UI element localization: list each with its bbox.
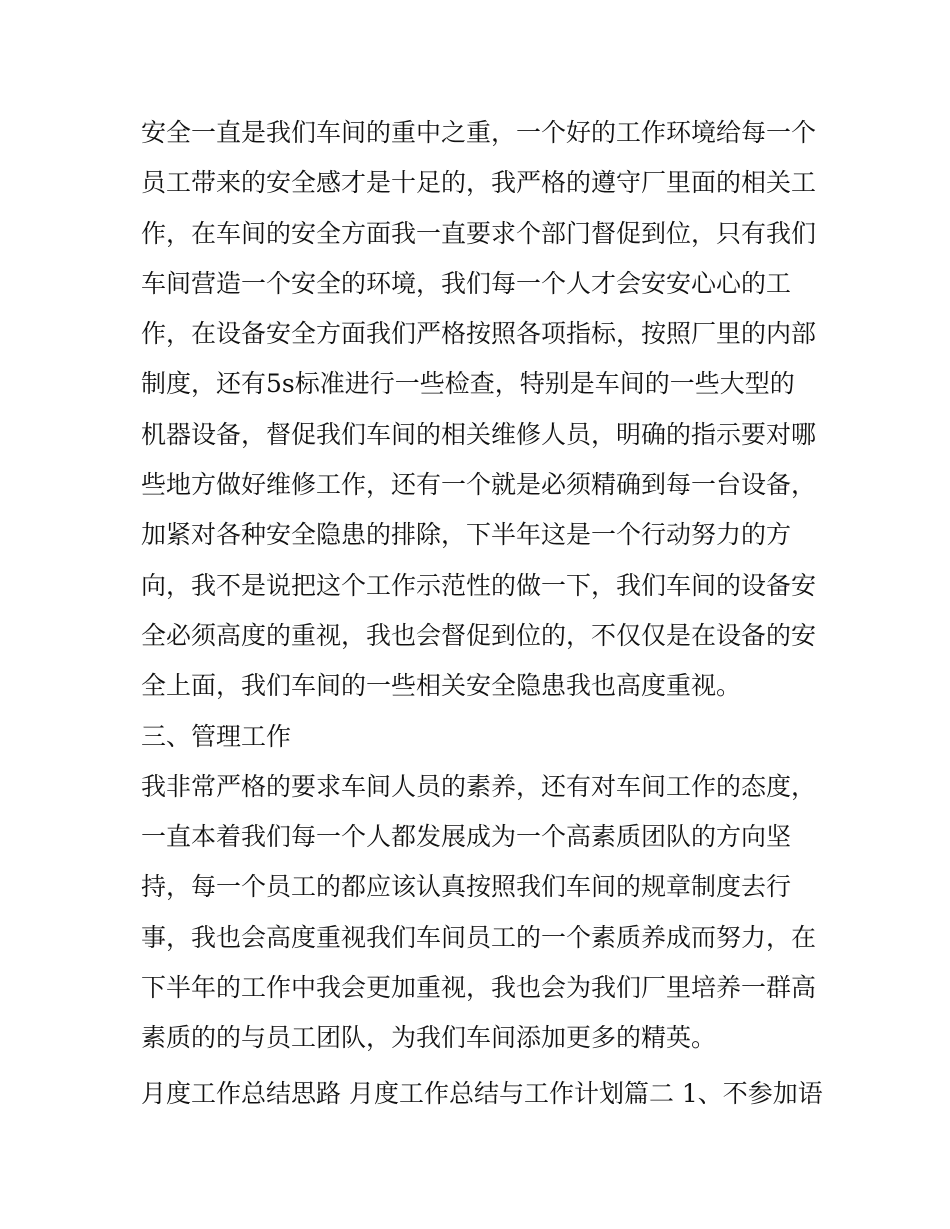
text-line: 车间营造一个安全的环境，我们每一个人才会安安心心的工 — [141, 268, 792, 298]
text-line: 向，我不是说把这个工作示范性的做一下，我们车间的设备安 — [141, 570, 817, 600]
text-line: 作，在设备安全方面我们严格按照各项指标，按照厂里的内部 — [141, 319, 817, 349]
text-line: 机器设备，督促我们车间的相关维修人员，明确的指示要对哪 — [141, 419, 817, 449]
document-body — [141, 108, 823, 1119]
text-line: 员工带来的安全感才是十足的，我严格的遵守厂里面的相关工 — [141, 168, 817, 198]
text-line: 一直本着我们每一个人都发展成为一个高素质团队的方向坚 — [141, 822, 792, 852]
text-line: 事，我也会高度重视我们车间员工的一个素质养成而努力，在 — [141, 922, 817, 952]
text-line: 月度工作总结思路 月度工作总结与工作计划篇二 1、不参加语 — [141, 1078, 823, 1108]
text-line: 持，每一个员工的都应该认真按照我们车间的规章制度去行 — [141, 872, 792, 902]
text-line: 制度，还有5s标准进行一些检查，特别是车间的一些大型的 — [141, 369, 795, 399]
text-line: 全上面，我们车间的一些相关安全隐患我也高度重视。 — [141, 671, 742, 701]
text-line: 我非常严格的要求车间人员的素养，还有对车间工作的态度， — [141, 771, 817, 801]
text-line: 素质的的与员工团队，为我们车间添加更多的精英。 — [141, 1023, 717, 1053]
text-line: 加紧对各种安全隐患的排除，下半年这是一个行动努力的方 — [141, 520, 792, 550]
text-line: 安全一直是我们车间的重中之重，一个好的工作环境给每一个 — [141, 118, 817, 147]
text-line: 作，在车间的安全方面我一直要求个部门督促到位，只有我们 — [141, 218, 817, 248]
text-line: 些地方做好维修工作，还有一个就是必须精确到每一台设备， — [141, 470, 817, 500]
section-heading: 三、管理工作 — [141, 721, 292, 751]
text-line: 下半年的工作中我会更加重视，我也会为我们厂里培养一群高 — [141, 973, 817, 1003]
text-line: 全必须高度的重视，我也会督促到位的，不仅仅是在设备的安 — [141, 620, 817, 650]
